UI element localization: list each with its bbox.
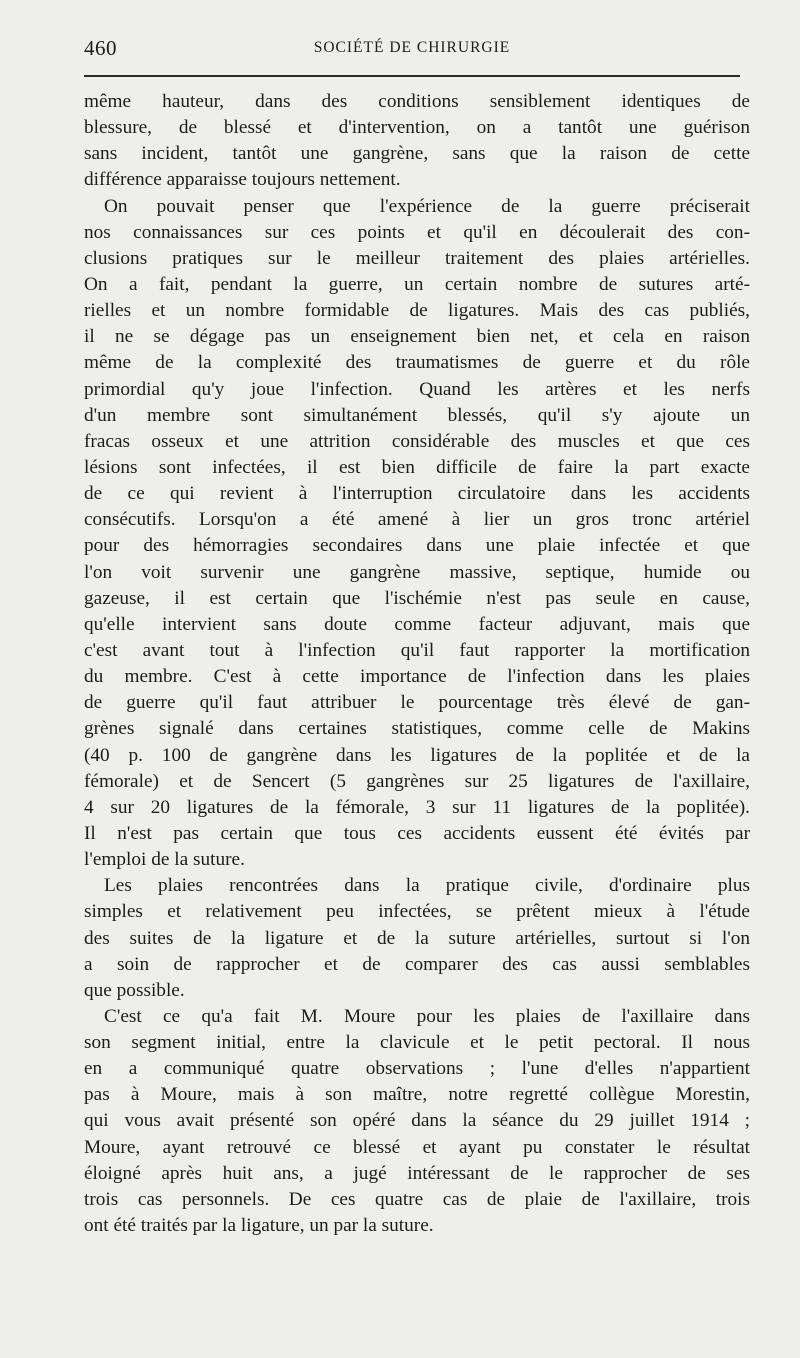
text-line: 4 sur 20 ligatures de la fémorale, 3 sur 11 ligatures de la poplitée). bbox=[84, 796, 750, 818]
body-text bbox=[84, 89, 750, 1239]
text-line: différence apparaisse toujours nettement. bbox=[84, 169, 401, 191]
text-line: fémorale) et de Sencert (5 gangrènes sur 25 ligatures de l'axillaire, bbox=[84, 770, 750, 792]
text-line: nos connaissances sur ces points et qu'il en découlerait des con- bbox=[84, 221, 750, 243]
text-line: des suites de la ligature et de la suture artérielles, surtout si l'on bbox=[84, 927, 750, 949]
text-line: Il n'est pas certain que tous ces accidents eussent été évités par bbox=[84, 822, 750, 844]
text-line: grènes signalé dans certaines statistiques, comme celle de Makins bbox=[84, 718, 750, 740]
text-line: l'on voit survenir une gangrène massive, septique, humide ou bbox=[84, 561, 750, 583]
page-number: 460 bbox=[84, 36, 117, 60]
text-line: lésions sont infectées, il est bien difficile de faire la part exacte bbox=[84, 456, 750, 478]
text-line: primordial qu'y joue l'infection. Quand les artères et les nerfs bbox=[84, 378, 750, 400]
text-line: a soin de rapprocher et de comparer des cas aussi semblables bbox=[84, 953, 750, 975]
text-line: de ce qui revient à l'interruption circulatoire dans les accidents bbox=[84, 483, 750, 505]
text-line: même de la complexité des traumatismes de guerre et du rôle bbox=[84, 352, 750, 374]
text-line: On a fait, pendant la guerre, un certain nombre de sutures arté- bbox=[84, 273, 750, 295]
text-line: de guerre qu'il faut attribuer le pourcentage très élevé de gan- bbox=[84, 692, 750, 714]
header-rule bbox=[84, 75, 740, 77]
text-line: pas à Moure, mais à son maître, notre regretté collègue Morestin, bbox=[84, 1084, 750, 1106]
text-line: On pouvait penser que l'expérience de la guerre préciserait bbox=[104, 195, 750, 217]
text-line: Moure, ayant retrouvé ce blessé et ayant pu constater le résultat bbox=[84, 1136, 750, 1158]
text-line: gazeuse, il est certain que l'ischémie n'est pas seule en cause, bbox=[84, 587, 750, 609]
text-line: rielles et un nombre formidable de ligatures. Mais des cas publiés, bbox=[84, 300, 750, 322]
text-line: sans incident, tantôt une gangrène, sans que la raison de cette bbox=[84, 143, 750, 165]
text-line: c'est avant tout à l'infection qu'il faut rapporter la mortification bbox=[84, 639, 750, 661]
text-line: clusions pratiques sur le meilleur traitement des plaies artérielles. bbox=[84, 247, 750, 269]
text-line: Les plaies rencontrées dans la pratique civile, d'ordinaire plus bbox=[104, 875, 750, 897]
text-line: C'est ce qu'a fait M. Moure pour les plaies de l'axillaire dans bbox=[104, 1005, 750, 1027]
page-header bbox=[84, 36, 740, 60]
text-line: consécutifs. Lorsqu'on a été amené à lier un gros tronc artériel bbox=[84, 509, 750, 531]
text-line: il ne se dégage pas un enseignement bien net, et cela en raison bbox=[84, 326, 750, 348]
text-line: fracas osseux et une attrition considérable des muscles et que ces bbox=[84, 430, 750, 452]
text-line: qui vous avait présenté son opéré dans la séance du 29 juillet 1914 ; bbox=[84, 1110, 750, 1132]
text-line: d'un membre sont simultanément blessés, qu'il s'y ajoute un bbox=[84, 404, 750, 426]
running-head: SOCIÉTÉ DE CHIRURGIE bbox=[313, 39, 511, 56]
text-line: éloigné après huit ans, a jugé intéressant de le rapprocher de ses bbox=[84, 1162, 750, 1184]
text-line: simples et relativement peu infectées, se prêtent mieux à l'étude bbox=[84, 901, 750, 923]
text-line: que possible. bbox=[84, 979, 185, 1001]
text-line: du membre. C'est à cette importance de l'infection dans les plaies bbox=[84, 666, 750, 688]
text-line: même hauteur, dans des conditions sensiblement identiques de bbox=[84, 91, 750, 112]
text-line: (40 p. 100 de gangrène dans les ligatures de la poplitée et de la bbox=[84, 744, 750, 766]
text-line: son segment initial, entre la clavicule et le petit pectoral. Il nous bbox=[84, 1032, 750, 1054]
text-line: pour des hémorragies secondaires dans une plaie infectée et que bbox=[84, 535, 750, 557]
text-line: blessure, de blessé et d'intervention, on a tantôt une guérison bbox=[84, 117, 750, 139]
text-line: l'emploi de la suture. bbox=[84, 849, 245, 871]
text-line: ont été traités par la ligature, un par la suture. bbox=[84, 1215, 434, 1237]
text-line: trois cas personnels. De ces quatre cas de plaie de l'axillaire, trois bbox=[84, 1188, 750, 1210]
text-line: en a communiqué quatre observations ; l'une d'elles n'appartient bbox=[84, 1058, 750, 1080]
text-line: qu'elle intervient sans doute comme facteur adjuvant, mais que bbox=[84, 613, 750, 635]
